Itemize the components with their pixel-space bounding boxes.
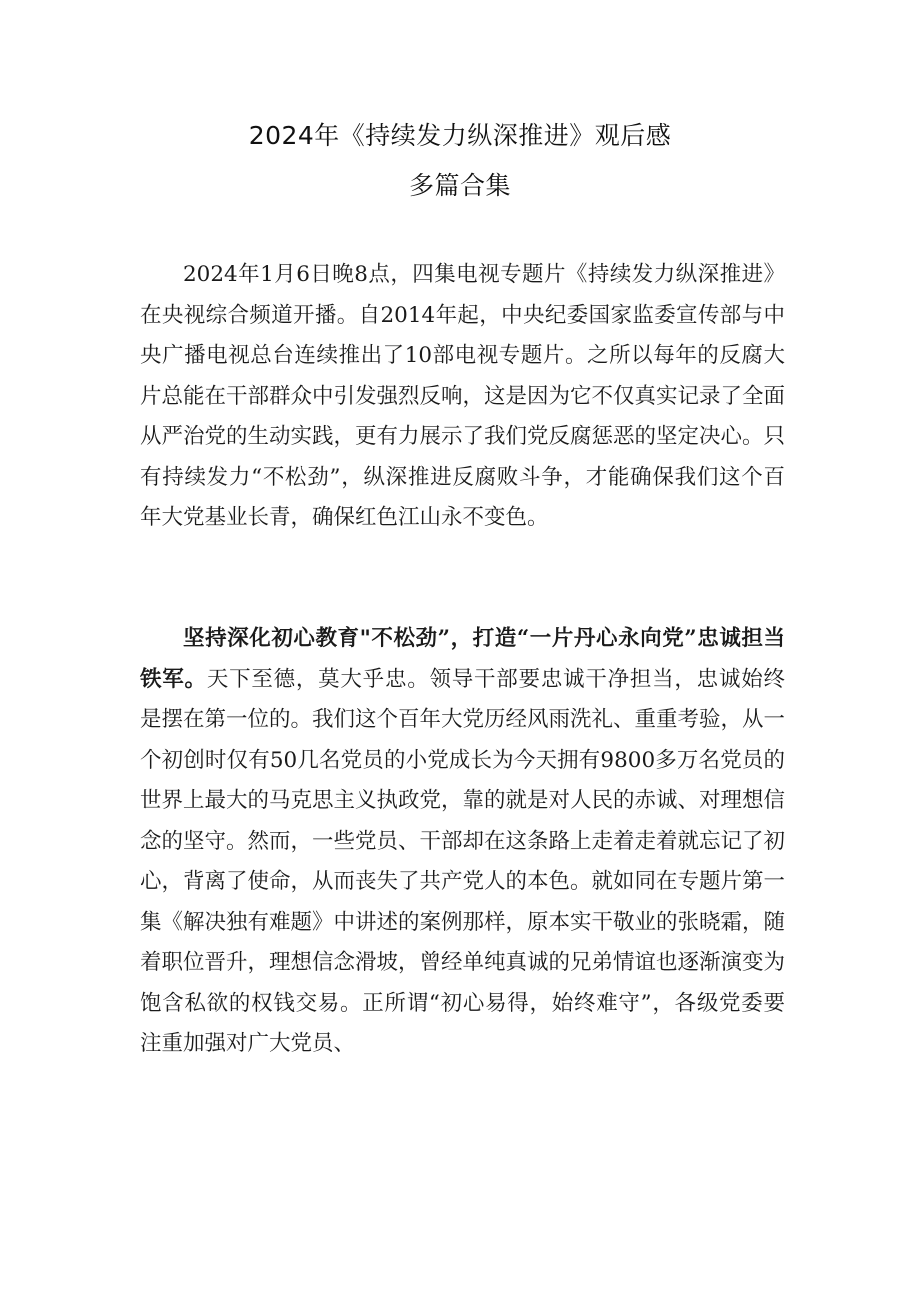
section-heading: 坚持深化初心教育"不松劲”，打造“一片丹心永向党”忠诚担当铁军。	[140, 626, 785, 692]
paragraph-section-1	[140, 619, 785, 1065]
paragraph-section-1-text	[140, 619, 785, 1065]
document-title: 2024年《持续发力纵深推进》观后感	[248, 121, 672, 150]
document-subtitle: 多篇合集	[408, 171, 511, 200]
paragraph-intro-text: 2024年1月6日晚8点，四集电视专题片《持续发力纵深推进》在央视综合频道开播。自2014年起，中央纪委国家监委宣传部与中央广播电视总台连续推出了10部电视专题片。之所以每年的反腐大片总能在干部群众中引发强烈反响，这是因为它不仅真实记录了全面从严治党的生动实践，更有力展示了我们党反腐惩恶的坚定决心。只有持续发力“不松劲”，纵深推进反腐败斗争，才能确保我们这个百年大党基业长青，确保红色江山永不变色。	[140, 262, 786, 530]
section-body: 天下至德，莫大乎忠。领导干部要忠诚干净担当，忠诚始终是摆在第一位的。我们这个百年大党历经风雨洗礼、重重考验，从一个初创时仅有50几名党员的小党成长为今天拥有9800多万名党员的世界上最大的马克思主义执政党，靠的就是对人民的赤诚、对理想信念的坚守。然而，一些党员、干部却在这条路上走着走着就忘记了初心，背离了使命，从而丧失了共产党人的本色。就如同在专题片第一集《解决独有难题》中讲述的案例那样，原本实干敬业的张晓霜，随着职位晋升，理想信念滑坡，曾经单纯真诚的兄弟情谊也逐渐演变为饱含私欲的权钱交易。正所谓“初心易得，始终难守”，各级党委要注重加强对广大党员、	[140, 666, 786, 1056]
paragraph-intro	[140, 255, 785, 539]
